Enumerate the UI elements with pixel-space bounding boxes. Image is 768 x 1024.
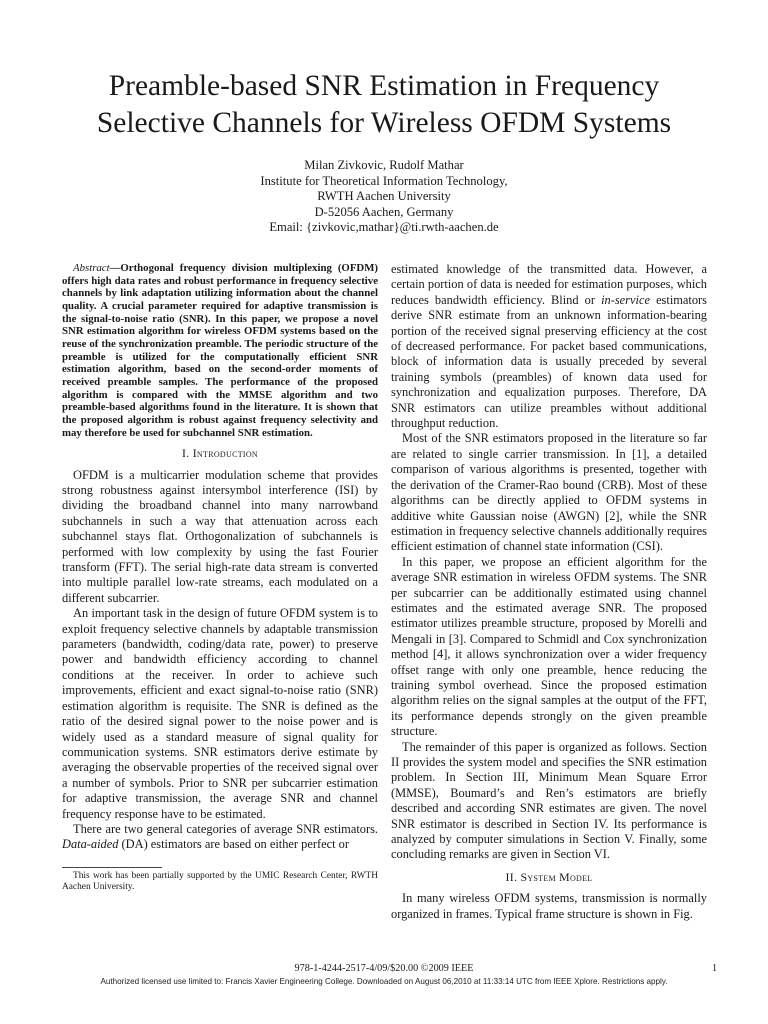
section-number: I. — [181, 446, 190, 461]
abstract-text: Orthogonal frequency division multiplexing (OFDM) offers high data rates and robust performance in frequency selective channels by link adaptation utilizing information about the channel quality. A crucial parameter required for adaptive transmission is the signal-to-noise ratio (SNR). In this paper, we propose a novel SNR estimation algorithm for wireless OFDM systems based on the reuse of the synchronization preamble. The periodic structure of the preamble is utilized for the computationally efficient SNR estimation algorithm, based on the second-order moments of received preamble samples. The performance of the proposed algorithm is compared with the MMSE algorithm and two preamble-based algorithms found in the literature. It is shown that the proposed algorithm is robust against frequency selectivity and may therefore be used for subchannel SNR estimation. — [62, 262, 378, 439]
paragraph-text: estimated knowledge of the transmitted data. However, a certain portion of data is needed for estimation purposes, which reduces bandwidth efficiency. Blind or — [391, 262, 707, 307]
paragraph: In many wireless OFDM systems, transmission is normally organized in frames. Typical frame structure is shown in Fig. — [391, 891, 707, 921]
paragraph: An important task in the design of future OFDM system is to exploit frequency selective channels by adaptable transmission parameters (bandwidth, coding/data rate, power) to preserve power and bandwidth efficiency according to channel conditions at the receiver. In order to achieve such improvements, efficient and exact signal-to-noise ratio (SNR) estimation algorithm is requisite. The SNR is defined as the ratio of the desired signal power to the noise power and is widely used as a standard measure of signal quality for communication systems. SNR estimators derive estimate by averaging the observable properties of the received signal over a number of symbols. Prior to SNR per subcarrier estimation for adaptive transmission, the average SNR and channel frequency response have to be estimated. — [62, 606, 378, 821]
section-title: System Model — [520, 869, 593, 884]
author-block — [100, 158, 668, 236]
section-title: Introduction — [192, 446, 259, 461]
paragraph: In this paper, we propose an efficient algorithm for the average SNR estimation in wireless OFDM systems. The SNR per subcarrier can be additionally estimated using channel estimates and the estimated average SNR. The proposed estimator utilizes preamble structure, proposed by Morelli and Mengali in [3]. Compared to Schmidl and Cox synchronization method [4], it allows synchronization over a wider frequency offset range with only one preamble, hence reducing the training symbol overhead. Since the proposed estimation algorithm relies on the signal samples at the output of the FFT, its performance depends strongly on the given preamble structure. — [391, 554, 707, 739]
paragraph — [62, 822, 378, 853]
right-column — [391, 262, 707, 922]
paper-title — [40, 68, 728, 142]
abstract-label: Abstract — [73, 262, 110, 274]
affiliation-line-3: D-52056 Aachen, Germany — [314, 204, 454, 219]
affiliation-line-1: Institute for Theoretical Information Technology, — [260, 173, 508, 188]
paragraph-text: There are two general categories of average SNR estimators. — [73, 821, 378, 836]
license-notice: Authorized licensed use limited to: Francis Xavier Engineering College. Downloaded on August 06,2010 at 11:33:14 UTC from IEEE Xplore. Restrictions apply. — [100, 977, 668, 986]
page-number: 1 — [712, 963, 718, 974]
affiliation-line-2: RWTH Aachen University — [317, 189, 451, 203]
isbn-line: 978-1-4244-2517-4/09/$20.00 ©2009 IEEE — [294, 963, 474, 974]
paragraph-text: (DA) estimators are based on either perfect or — [121, 837, 349, 852]
emphasis-text: Data-aided — [62, 837, 119, 852]
title-line-1: Preamble-based SNR Estimation in Frequency — [108, 70, 660, 102]
author-email: Email: {zivkovic,mathar}@ti.rwth-aachen.de — [269, 220, 499, 234]
paragraph-text: estimators derive SNR estimate from an unknown information-bearing portion of the received signal preserving efficiency at the cost of decreased performance. For packet based communications, block of information data is usually preceded by several training symbols (preambles) of known data used for synchronization and equalization purposes. Therefore, DA SNR estimators can utilize preambles without additional throughput reduction. — [391, 292, 707, 431]
paragraph: Most of the SNR estimators proposed in the literature so far are related to single carrier transmission. In [1], a detailed comparison of various algorithms is presented, together with the derivation of the Cramer-Rao bound (CRB). Most of these algorithms can be directly applied to OFDM systems in additive white Gaussian noise (AWGN) [2], while the SNR estimation in frequency selective channels additionally requires efficient estimation of channel state information (CSI). — [391, 431, 707, 554]
emphasis-text: in-service — [601, 292, 650, 307]
section-heading-introduction — [62, 446, 378, 461]
paragraph — [391, 262, 707, 431]
title-line-2: Selective Channels for Wireless OFDM Systems — [96, 107, 672, 139]
author-names: Milan Zivkovic, Rudolf Mathar — [304, 158, 464, 172]
section-heading-system-model — [391, 870, 707, 885]
abstract-dash: — — [109, 262, 121, 274]
footnote: This work has been partially supported by the UMIC Research Center, RWTH Aachen University. — [62, 870, 378, 892]
abstract — [62, 262, 378, 439]
paragraph: OFDM is a multicarrier modulation scheme that provides strong robustness against intersymbol interference (ISI) by dividing the broadband channel into many narrowband subchannels in such a way that attenuation across each subchannel stays flat. Orthogonalization of subchannels is performed with low complexity by using the fast Fourier transform (FFT). The serial high-rate data stream is converted into multiple parallel low-rate streams, each modulated on a different subcarrier. — [62, 467, 378, 605]
section-number: II. — [505, 869, 518, 884]
footnote-rule — [62, 867, 162, 868]
left-column — [62, 262, 378, 893]
paragraph: The remainder of this paper is organized as follows. Section II provides the system model and specifies the SNR estimation problem. In Section III, Minimum Mean Square Error (MMSE), Boumard’s and Ren’s estimators are briefly described and according SNR estimates are given. The novel SNR estimator is described in Section IV. Its performance is analyzed by computer simulations in Section V. Finally, some concluding remarks are given in Section VI. — [391, 739, 707, 862]
